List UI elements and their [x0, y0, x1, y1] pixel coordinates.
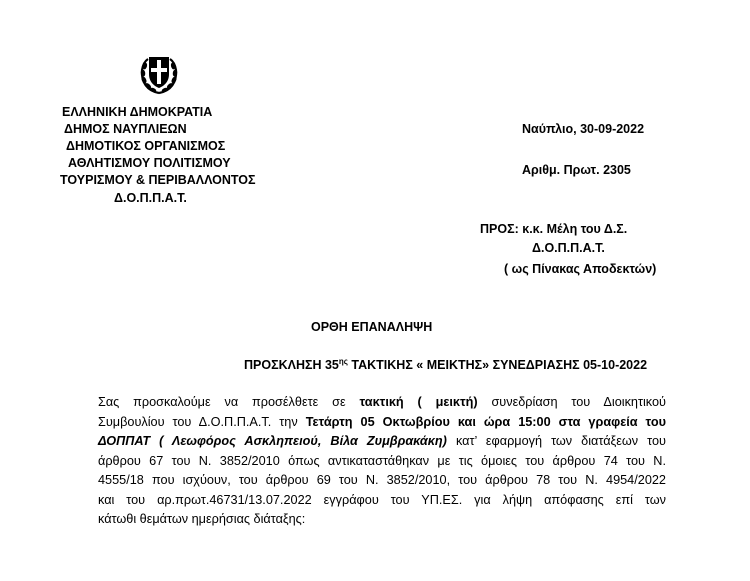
- authority-line-sports-culture: ΑΘΛΗΤΙΣΜΟΥ ΠΟΛΙΤΙΣΜΟΥ: [68, 156, 231, 170]
- authority-line-tourism-environment: ΤΟΥΡΙΣΜΟΥ & ΠΕΡΙΒΑΛΛΟΝΤΟΣ: [60, 173, 256, 187]
- body-line: κάτωθι θεμάτων ημερήσιας διάταξης:: [98, 512, 306, 526]
- ordinal-suffix: ης: [338, 357, 348, 366]
- authority-acronym: Δ.Ο.Π.Π.Α.Τ.: [114, 191, 187, 205]
- invitation-title-part2: ΤΑΚΤΙΚΗΣ « ΜΕΙΚΤΗΣ» ΣΥΝΕΔΡΙΑΣΗΣ 05-10-2022: [347, 358, 648, 372]
- body-line: και του αρ.πρωτ.46731/13.07.2022 εγγράφου του ΥΠ.ΕΣ. για λήψη απόφασης επί των: [98, 492, 666, 507]
- body-line: Σας προσκαλούμε να προσέλθετε σε τακτική ( μεικτή) συνεδρίαση του Διοικητικού: [98, 395, 666, 409]
- recipient-line: ΠΡΟΣ: κ.κ. Μέλη του Δ.Σ.: [480, 222, 628, 236]
- body-line: ΔΟΠΠΑΤ ( Λεωφόρος Ασκληπειού, Βίλα Ζυμβρακάκη) κατ’ εφαρμογή των διατάξεων του: [98, 434, 666, 448]
- invitation-title-part1: ΠΡΟΣΚΛΗΣΗ 35: [244, 358, 339, 372]
- meeting-datetime: Τετάρτη 05 Οκτωβρίου και ώρα 15:00 στα γραφεία του: [305, 414, 666, 429]
- recipient-note: ( ως Πίνακας Αποδεκτών): [504, 262, 657, 276]
- authority-line-organisation: ΔΗΜΟΤΙΚΟΣ ΟΡΓΑΝΙΣΜΟΣ: [66, 139, 226, 153]
- protocol-number: Αριθμ. Πρωτ. 2305: [522, 163, 631, 177]
- recipient-org: Δ.Ο.Π.Π.Α.Τ.: [532, 241, 605, 255]
- body-line: άρθρου 67 του Ν. 3852/2010 όπως αντικαταστάθηκαν με τις όμοιες του άρθρου 74 του Ν.: [98, 453, 666, 468]
- greek-coat-of-arms-icon: [137, 52, 181, 96]
- body-line: Συμβουλίου του Δ.Ο.Π.Π.Α.Τ. την Τετάρτη 05 Οκτωβρίου και ώρα 15:00 στα γραφεία του: [98, 414, 666, 429]
- meeting-type: τακτική ( μεικτή): [359, 395, 478, 409]
- authority-line-municipality: ΔΗΜΟΣ ΝΑΥΠΛΙΕΩΝ: [64, 122, 187, 136]
- place-date: Ναύπλιο, 30-09-2022: [522, 122, 645, 136]
- correction-notice: ΟΡΘΗ ΕΠΑΝΑΛΗΨΗ: [311, 320, 433, 334]
- body-line: 4555/18 που ισχύουν, του άρθρου 69 του Ν. 3852/2010, του άρθρου 78 του Ν. 4954/2022: [98, 473, 666, 487]
- invitation-body: [98, 393, 666, 530]
- invitation-title: [244, 357, 647, 372]
- meeting-venue: ΔΟΠΠΑΤ ( Λεωφόρος Ασκληπειού, Βίλα Ζυμβρακάκη): [98, 434, 447, 448]
- authority-line-republic: ΕΛΛΗΝΙΚΗ ΔΗΜΟΚΡΑΤΙΑ: [62, 105, 213, 119]
